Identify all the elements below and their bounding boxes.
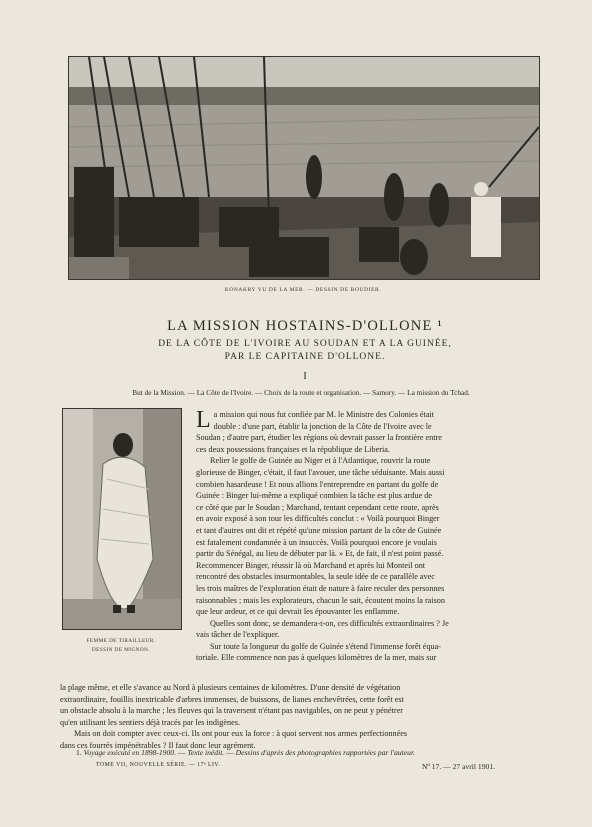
text-line: combien hasardeuse ! Et nous allions l'entreprendre en partant du golfe de — [196, 479, 439, 489]
text-line: Soudan ; d'autre part, étudier les régions où devrait passer la frontière entre — [196, 433, 442, 443]
harbor-engraving — [68, 56, 540, 280]
text-line: double : d'une part, établir la jonction de la Côte de l'Ivoire avec le — [213, 421, 432, 431]
section-number: I — [303, 371, 307, 382]
text-line: ces deux possessions françaises et la république de Liberia. — [196, 444, 390, 454]
text-line: extraordinaire, fouillis inextricable d'arbres immenses, de buissons, de lianes enchevêtrées, cette forêt est — [60, 694, 404, 704]
text-line: a mission qui nous fut confiée par M. le Ministre des Colonies était — [213, 410, 435, 419]
footer-volume: TOME VII, NOUVELLE SÉRIE. — 17ᵉ LIV. — [96, 762, 221, 768]
footnote-voyage: Voyage exécuté en 1898-1900. — [83, 748, 176, 757]
text-line: et tant d'autres ont dit et répété qu'une mission partant de la côte de Guinée — [196, 525, 442, 535]
text-line: Sur toute la longueur du golfe de Guinée s'étend l'immense forêt équa- — [210, 641, 441, 651]
footnote-separator: — — [175, 748, 188, 757]
footnote-drawings-note: Dessins d'après des photographies rapportées par l'auteur. — [235, 748, 415, 757]
text-line: vais tâcher de l'expliquer. — [196, 630, 280, 640]
text-line: en avoir exposé à son tour les difficultés conclut : « Voilà pourquoi Binger — [196, 514, 440, 524]
text-line: Guinée : Binger lui-même a expliqué combien la tâche est plus ardue de — [196, 491, 432, 501]
text-line: partir du Sénégal, au lieu de débuter par là. » Et, de fait, il n'est point passé. — [196, 549, 444, 559]
text-line: ce côté que par le Soudan ; Marchand, tentant cependant cette route, après — [196, 502, 439, 512]
portrait-caption — [62, 637, 180, 655]
chapter-summary: But de la Mission. — La Côte de l'Ivoire. — Choix de la route et organisation. — Samory. — La mission du Tchad. — [132, 388, 470, 397]
footnote — [76, 748, 415, 757]
footer-issue-date: Nº 17. — 27 avril 1901. — [422, 762, 496, 771]
woman-portrait-engraving — [62, 408, 182, 630]
text-line: Quelles sont donc, se demandera-t-on, ces difficultés extraordinaires ? Je — [210, 618, 449, 628]
footnote-number: 1. — [76, 748, 82, 757]
top-figure-caption: KONAKRY VU DE LA MER. — DESSIN DE BOUDIER. — [224, 287, 382, 293]
body-text-full-width — [60, 682, 536, 752]
article-byline: PAR LE CAPITAINE D'OLLONE. — [224, 352, 386, 362]
text-line: Mais on doit compter avec ceux-ci. Ils ont pour eux la force : à quoi servent nos armes perfectionnées — [74, 729, 408, 739]
text-line: rencontré des obstacles insurmontables, la seule idée de ce parallèle avec — [196, 572, 435, 582]
text-line: toriale. Elle commence non pas à quelques kilomètres de la mer, mais sur — [196, 653, 437, 663]
text-line: que leur ardeur, et ce qui devrait les épouvanter les enflamme. — [196, 607, 400, 617]
text-line: glorieuse de Binger, c'était, il faut l'avouer, une tâche séduisante. Mais aussi — [196, 467, 445, 477]
portrait-caption-title: FEMME DE TIRAILLEUR. — [86, 638, 156, 644]
text-line: les trois maîtres de l'exploration était de nature à faire reculer des personnes — [196, 583, 445, 593]
footnote-separator: — — [224, 748, 236, 757]
text-line: dans ces fourrés impénétrables ? Il faut donc leur agrément. — [60, 740, 256, 750]
harbor-engraving-image — [69, 57, 539, 279]
text-line: est fatalement condamnée à un insuccès. Voilà pourquoi encore je voulais — [196, 537, 437, 547]
text-line: Recommencer Binger, réussir là où Marchand et après lui Monteil ont — [196, 560, 426, 570]
text-line: un obstacle absolu à la marche ; les fleuves qui la traversent n'étant pas navigables, on ne peut y pénétrer — [60, 706, 403, 716]
text-line: qu'en utilisant les sentiers déjà tracés par les indigènes. — [60, 717, 240, 727]
footnote-text-note: Texte inédit. — [187, 748, 225, 757]
article-title: LA MISSION HOSTAINS-D'OLLONE ¹ — [167, 318, 443, 334]
drop-cap: L — [196, 407, 211, 433]
article-subtitle: DE LA CÔTE DE L'IVOIRE AU SOUDAN ET A LA GUINÉE, — [158, 339, 452, 349]
woman-portrait-image — [63, 409, 181, 629]
text-line: la plage même, et elle s'avance au Nord à plusieurs centaines de kilomètres. D'une densité de végétation — [60, 683, 401, 692]
portrait-caption-credit: DESSIN DE MIGNON. — [91, 647, 151, 653]
text-line: Relier le golfe de Guinée au Niger et à l'Atlantique, rouvrir la route — [210, 456, 431, 466]
body-text-right-column — [196, 409, 536, 664]
text-line: raisonnables ; mais les explorateurs, chacun le sait, écoutent moins la raison — [196, 595, 445, 605]
